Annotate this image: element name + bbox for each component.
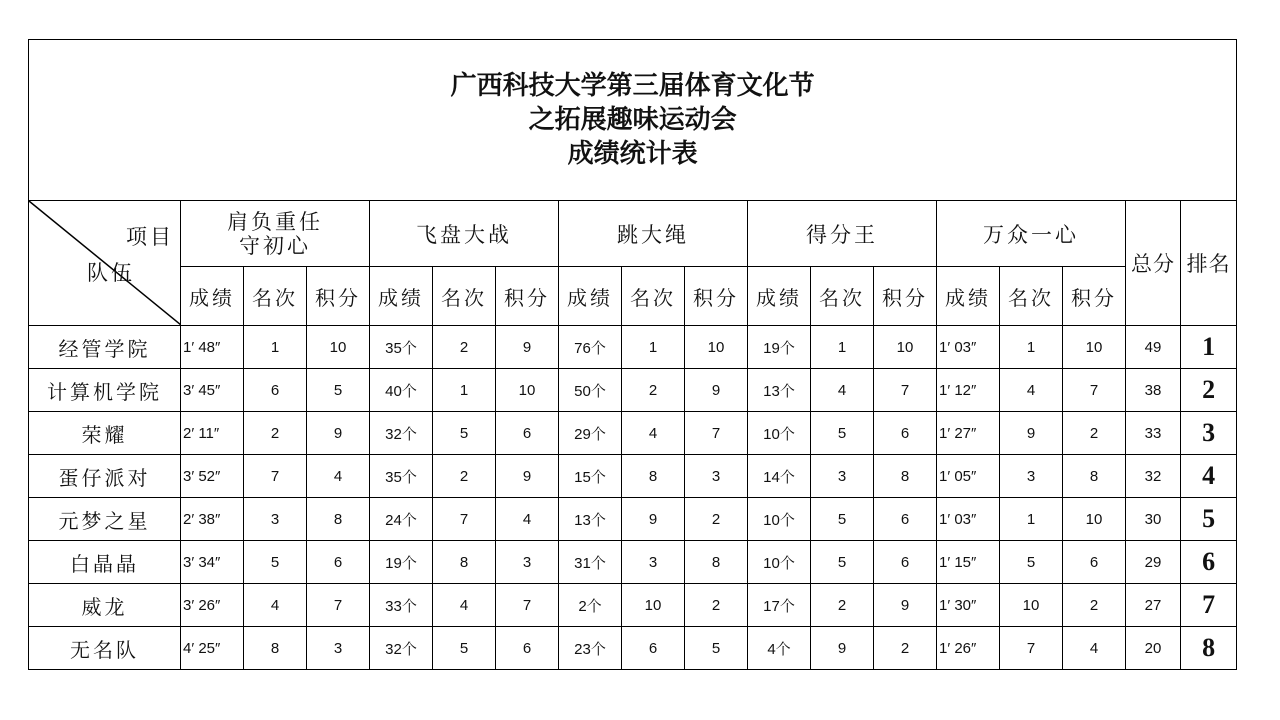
- result-cell: 31个: [559, 541, 622, 584]
- place-cell: 2: [433, 455, 496, 498]
- event-1-line-1: 肩负重任: [227, 209, 323, 234]
- sub-header-points: 积分: [496, 267, 559, 326]
- points-cell: 4: [1063, 627, 1126, 670]
- table-row: [29, 412, 1237, 455]
- table-row: [29, 541, 1237, 584]
- table-row: [29, 326, 1237, 369]
- points-cell: 8: [685, 541, 748, 584]
- result-cell: 1′ 03″: [937, 326, 1000, 369]
- sub-header-points: 积分: [874, 267, 937, 326]
- sub-header-place: 名次: [622, 267, 685, 326]
- result-cell: 1′ 26″: [937, 627, 1000, 670]
- team-name-cell: 威龙: [29, 584, 181, 627]
- total-cell: 29: [1126, 541, 1181, 584]
- title-line-3: 成绩统计表: [567, 139, 698, 169]
- result-cell: 32个: [370, 412, 433, 455]
- place-cell: 7: [1000, 627, 1063, 670]
- total-cell: 33: [1126, 412, 1181, 455]
- place-cell: 1: [811, 326, 874, 369]
- sub-header-place: 名次: [1000, 267, 1063, 326]
- points-cell: 9: [496, 455, 559, 498]
- sub-header-points: 积分: [1063, 267, 1126, 326]
- rank-cell: 2: [1181, 369, 1237, 412]
- rank-cell: 4: [1181, 455, 1237, 498]
- team-name-cell: 经管学院: [29, 326, 181, 369]
- place-cell: 5: [811, 498, 874, 541]
- points-cell: 2: [685, 584, 748, 627]
- points-cell: 5: [307, 369, 370, 412]
- team-name-cell: 荣耀: [29, 412, 181, 455]
- result-cell: 1′ 05″: [937, 455, 1000, 498]
- result-cell: 19个: [748, 326, 811, 369]
- place-cell: 2: [244, 412, 307, 455]
- points-cell: 10: [496, 369, 559, 412]
- table-row: [29, 584, 1237, 627]
- result-cell: 76个: [559, 326, 622, 369]
- points-cell: 5: [685, 627, 748, 670]
- result-cell: 19个: [370, 541, 433, 584]
- place-cell: 5: [811, 412, 874, 455]
- place-cell: 5: [244, 541, 307, 584]
- team-name-cell: 白晶晶: [29, 541, 181, 584]
- points-cell: 10: [1063, 326, 1126, 369]
- place-cell: 1: [1000, 326, 1063, 369]
- place-cell: 6: [622, 627, 685, 670]
- points-cell: 6: [874, 498, 937, 541]
- result-cell: 4个: [748, 627, 811, 670]
- points-cell: 2: [874, 627, 937, 670]
- result-cell: 4′ 25″: [181, 627, 244, 670]
- table-row: [29, 498, 1237, 541]
- result-cell: 3′ 52″: [181, 455, 244, 498]
- result-cell: 15个: [559, 455, 622, 498]
- place-cell: 3: [622, 541, 685, 584]
- sub-header-place: 名次: [433, 267, 496, 326]
- table-row: [29, 627, 1237, 670]
- place-cell: 7: [244, 455, 307, 498]
- result-cell: 35个: [370, 326, 433, 369]
- points-cell: 10: [685, 326, 748, 369]
- place-cell: 1: [1000, 498, 1063, 541]
- result-cell: 35个: [370, 455, 433, 498]
- points-cell: 10: [307, 326, 370, 369]
- result-cell: 2个: [559, 584, 622, 627]
- rank-header: 排名: [1181, 201, 1237, 326]
- points-cell: 2: [1063, 584, 1126, 627]
- result-cell: 1′ 03″: [937, 498, 1000, 541]
- place-cell: 1: [622, 326, 685, 369]
- points-cell: 6: [496, 412, 559, 455]
- result-cell: 32个: [370, 627, 433, 670]
- sub-header-result: 成绩: [370, 267, 433, 326]
- place-cell: 8: [244, 627, 307, 670]
- rank-cell: 6: [1181, 541, 1237, 584]
- event-header-5: 万众一心: [937, 201, 1126, 267]
- place-cell: 9: [1000, 412, 1063, 455]
- points-cell: 6: [874, 541, 937, 584]
- points-cell: 3: [496, 541, 559, 584]
- result-cell: 1′ 30″: [937, 584, 1000, 627]
- event-header-1: [181, 201, 370, 267]
- event-header-3: 跳大绳: [559, 201, 748, 267]
- points-cell: 9: [874, 584, 937, 627]
- place-cell: 10: [1000, 584, 1063, 627]
- place-cell: 5: [433, 412, 496, 455]
- points-cell: 8: [307, 498, 370, 541]
- points-cell: 6: [496, 627, 559, 670]
- event-1-line-2: 守初心: [239, 233, 311, 258]
- points-cell: 8: [874, 455, 937, 498]
- sub-header-result: 成绩: [937, 267, 1000, 326]
- points-cell: 7: [1063, 369, 1126, 412]
- score-table: [28, 39, 1237, 670]
- place-cell: 3: [1000, 455, 1063, 498]
- place-cell: 3: [811, 455, 874, 498]
- points-cell: 4: [496, 498, 559, 541]
- total-cell: 27: [1126, 584, 1181, 627]
- total-cell: 20: [1126, 627, 1181, 670]
- table-title: [29, 40, 1237, 201]
- total-header: 总分: [1126, 201, 1181, 326]
- rank-cell: 3: [1181, 412, 1237, 455]
- table-body: [29, 326, 1237, 670]
- sub-header-result: 成绩: [748, 267, 811, 326]
- corner-header: [29, 201, 181, 326]
- result-cell: 1′ 27″: [937, 412, 1000, 455]
- event-header-4: 得分王: [748, 201, 937, 267]
- sub-header-result: 成绩: [559, 267, 622, 326]
- result-cell: 1′ 48″: [181, 326, 244, 369]
- place-cell: 2: [622, 369, 685, 412]
- points-cell: 6: [307, 541, 370, 584]
- place-cell: 10: [622, 584, 685, 627]
- team-name-cell: 计算机学院: [29, 369, 181, 412]
- total-cell: 30: [1126, 498, 1181, 541]
- rank-cell: 8: [1181, 627, 1237, 670]
- result-cell: 17个: [748, 584, 811, 627]
- table-row: [29, 369, 1237, 412]
- points-cell: 4: [307, 455, 370, 498]
- rank-cell: 1: [1181, 326, 1237, 369]
- result-cell: 13个: [748, 369, 811, 412]
- place-cell: 4: [811, 369, 874, 412]
- points-cell: 2: [685, 498, 748, 541]
- total-cell: 38: [1126, 369, 1181, 412]
- item-label: 项目: [126, 225, 174, 249]
- place-cell: 5: [1000, 541, 1063, 584]
- sub-header-place: 名次: [244, 267, 307, 326]
- place-cell: 5: [811, 541, 874, 584]
- points-cell: 3: [685, 455, 748, 498]
- place-cell: 8: [622, 455, 685, 498]
- result-cell: 3′ 34″: [181, 541, 244, 584]
- result-cell: 2′ 11″: [181, 412, 244, 455]
- result-cell: 1′ 12″: [937, 369, 1000, 412]
- points-cell: 7: [874, 369, 937, 412]
- result-cell: 29个: [559, 412, 622, 455]
- points-cell: 10: [874, 326, 937, 369]
- result-cell: 13个: [559, 498, 622, 541]
- place-cell: 6: [244, 369, 307, 412]
- points-cell: 2: [1063, 412, 1126, 455]
- points-cell: 3: [307, 627, 370, 670]
- result-cell: 14个: [748, 455, 811, 498]
- points-cell: 7: [496, 584, 559, 627]
- place-cell: 7: [433, 498, 496, 541]
- result-cell: 40个: [370, 369, 433, 412]
- sub-header-points: 积分: [685, 267, 748, 326]
- points-cell: 7: [685, 412, 748, 455]
- result-cell: 24个: [370, 498, 433, 541]
- team-label: 队伍: [87, 261, 135, 285]
- result-cell: 3′ 26″: [181, 584, 244, 627]
- place-cell: 4: [244, 584, 307, 627]
- place-cell: 9: [622, 498, 685, 541]
- place-cell: 1: [244, 326, 307, 369]
- rank-cell: 7: [1181, 584, 1237, 627]
- result-cell: 33个: [370, 584, 433, 627]
- result-cell: 1′ 15″: [937, 541, 1000, 584]
- sub-header-row: [29, 267, 1237, 326]
- title-line-1: 广西科技大学第三届体育文化节: [450, 71, 815, 101]
- sub-header-points: 积分: [307, 267, 370, 326]
- place-cell: 5: [433, 627, 496, 670]
- result-cell: 10个: [748, 412, 811, 455]
- points-cell: 10: [1063, 498, 1126, 541]
- points-cell: 7: [307, 584, 370, 627]
- place-cell: 9: [811, 627, 874, 670]
- result-cell: 10个: [748, 498, 811, 541]
- points-cell: 6: [1063, 541, 1126, 584]
- place-cell: 4: [433, 584, 496, 627]
- place-cell: 4: [1000, 369, 1063, 412]
- team-name-cell: 元梦之星: [29, 498, 181, 541]
- team-name-cell: 蛋仔派对: [29, 455, 181, 498]
- place-cell: 2: [433, 326, 496, 369]
- points-cell: 9: [307, 412, 370, 455]
- table-row: [29, 455, 1237, 498]
- result-cell: 3′ 45″: [181, 369, 244, 412]
- points-cell: 8: [1063, 455, 1126, 498]
- place-cell: 8: [433, 541, 496, 584]
- event-header-2: 飞盘大战: [370, 201, 559, 267]
- score-sheet: [28, 39, 1236, 676]
- points-cell: 9: [496, 326, 559, 369]
- total-cell: 49: [1126, 326, 1181, 369]
- result-cell: 50个: [559, 369, 622, 412]
- place-cell: 2: [811, 584, 874, 627]
- result-cell: 10个: [748, 541, 811, 584]
- title-line-2: 之拓展趣味运动会: [528, 105, 737, 135]
- points-cell: 9: [685, 369, 748, 412]
- sub-header-result: 成绩: [181, 267, 244, 326]
- result-cell: 2′ 38″: [181, 498, 244, 541]
- place-cell: 4: [622, 412, 685, 455]
- place-cell: 1: [433, 369, 496, 412]
- rank-cell: 5: [1181, 498, 1237, 541]
- result-cell: 23个: [559, 627, 622, 670]
- sub-header-place: 名次: [811, 267, 874, 326]
- place-cell: 3: [244, 498, 307, 541]
- team-name-cell: 无名队: [29, 627, 181, 670]
- total-cell: 32: [1126, 455, 1181, 498]
- points-cell: 6: [874, 412, 937, 455]
